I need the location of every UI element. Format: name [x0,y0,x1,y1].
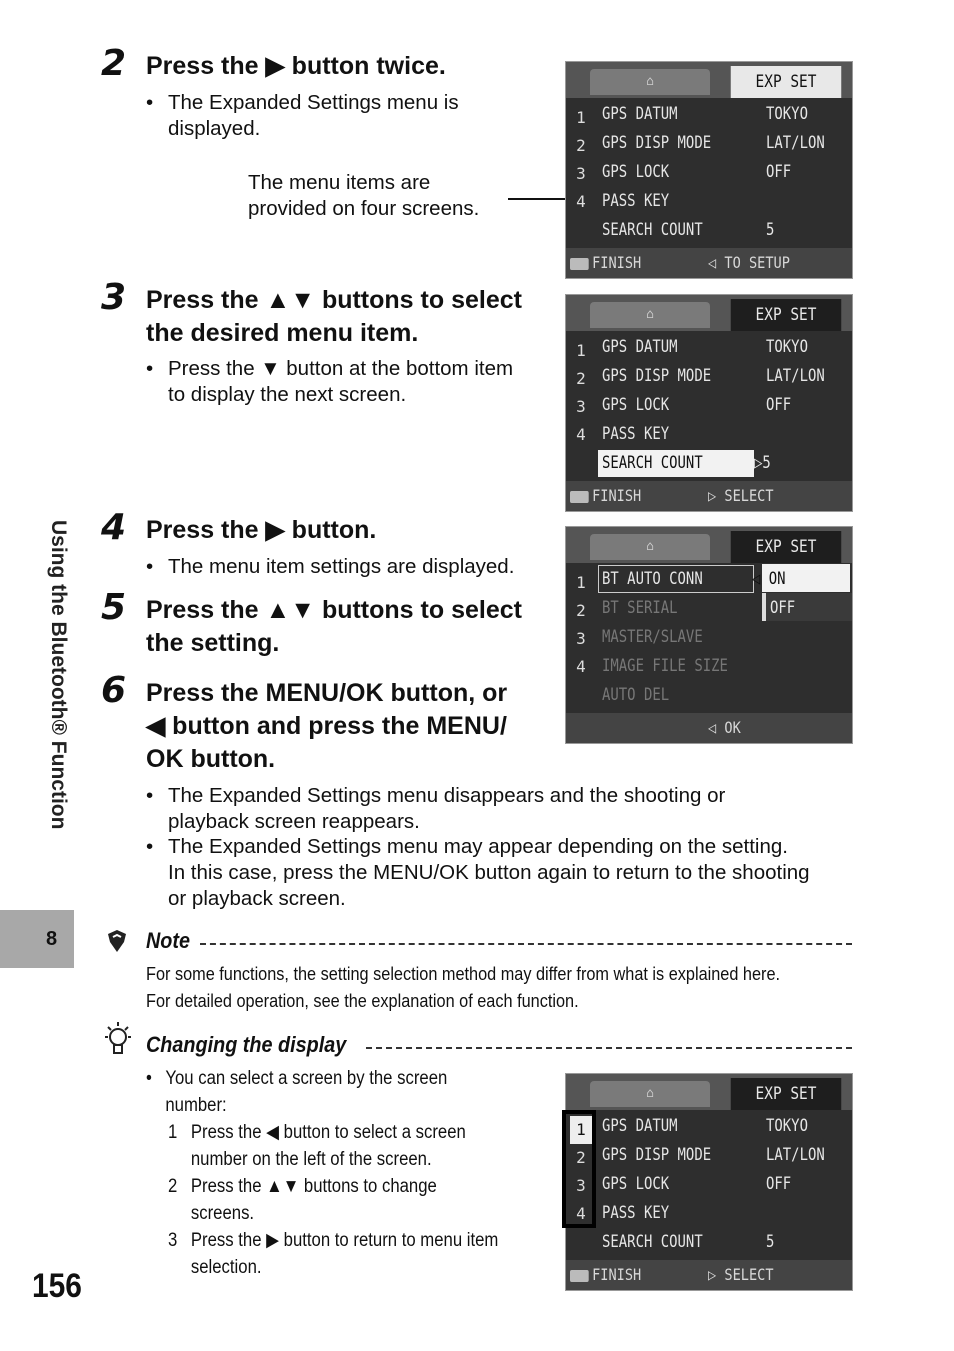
tip-step-line: Press the ▶ button to return to menu item [190,1230,499,1251]
step-heading [146,284,522,350]
footer-left: FINISH [592,486,642,505]
note-rule [200,943,852,945]
camera-screen-2 [565,294,853,512]
menu-icon [570,491,589,503]
menu-item-label: MASTER/SLAVE [602,627,703,647]
tip-step-number: 1 [168,1122,178,1143]
tip-title: Changing the display [146,1032,347,1057]
camera-screen-3 [565,526,853,744]
menu-item-value: TOKYO [766,337,808,357]
tab-exp-set: EXP SET [731,66,842,98]
screen-footer [566,248,852,278]
heading-line: OK button. [146,745,276,773]
tip-step-line: Press the ◀ button to select a screen [190,1122,466,1143]
step-number: 6 [101,670,127,711]
heading-line: the desired menu item. [146,319,419,347]
footer-right: ▷ SELECT [708,486,774,505]
note-title: Note [146,928,191,953]
menu-item-label: GPS DATUM [602,104,678,124]
note-line: For detailed operation, see the explanation of each function. [146,990,579,1011]
camera-screen-4 [565,1073,853,1291]
menu-item-value: LAT/LON [766,133,825,153]
menu-item-label: BT SERIAL [602,598,678,618]
step-bullet [146,356,568,408]
step-bullet: • The menu item settings are displayed. [146,554,578,580]
heading-line: ◀ button and press the MENU/ [146,712,507,740]
footer-left: FINISH [592,253,642,272]
screen-footer [566,1260,852,1290]
callout-line: provided on four screens. [248,197,480,220]
footer-right: ◁ OK [708,718,741,737]
tab-exp-set: EXP SET [731,1078,842,1110]
chapter-number: 8 [46,928,58,950]
tip-step-line: Press the ▲▼ buttons to change [190,1176,437,1197]
screen-number: 2 [576,369,586,388]
menu-item-value: 5 [766,220,775,240]
screen-number: 3 [576,629,586,648]
menu-item-label: GPS DISP MODE [602,1145,712,1165]
footer-right: ◁ TO SETUP [708,253,790,272]
tip-step [168,1173,437,1227]
tip-step-number: 2 [168,1176,178,1197]
screen-number: 1 [576,108,586,127]
callout-line: The menu items are [248,171,431,194]
screen-footer [566,713,852,743]
menu-item-label: GPS LOCK [602,162,670,182]
step-number: 2 [101,43,127,84]
step-heading: Press the ▶ button twice. [146,52,446,80]
tab-setup: ⌂ [590,302,710,328]
callout-text [248,170,479,222]
bullet-line: In this case, press the MENU/OK button again to return to the shooting [168,861,810,884]
note-icon [104,928,130,954]
step-heading: Press the ▶ button. [146,516,377,544]
step-heading [146,677,507,776]
tip-step [168,1227,498,1281]
bullet-line: • Press the ▼ button at the bottom item [168,357,514,380]
footer-right: ▷ SELECT [708,1265,774,1284]
screen-number: 2 [576,601,586,620]
screen-number: 1 [570,1116,592,1144]
heading-line: the setting. [146,629,280,657]
menu-item-value: LAT/LON [766,366,825,386]
screen-number: 3 [576,1176,586,1195]
bullet-line: playback screen reappears. [168,810,420,833]
tip-rule [366,1047,852,1049]
menu-item-value: TOKYO [766,1116,808,1136]
step-bullet [146,834,888,912]
bullet-line: to display the next screen. [168,383,407,406]
tip-step [168,1119,466,1173]
menu-item-label: IMAGE FILE SIZE [602,656,728,676]
screen-number: 2 [576,136,586,155]
menu-item-value: OFF [766,395,792,415]
lightbulb-icon [104,1020,132,1060]
tab-exp-set: EXP SET [731,299,842,331]
step-number: 4 [101,507,127,548]
screen-number-highlight-frame [562,1110,596,1228]
screen-number: 3 [576,397,586,416]
menu-item-label: GPS DISP MODE [602,133,712,153]
screen-number: 1 [576,341,586,360]
menu-item-label: SEARCH COUNT [602,453,703,473]
menu-item-label: AUTO DEL [602,685,670,705]
note-line: For some functions, the setting selection method may differ from what is explained here. [146,963,781,984]
option-value: ◁ ON [752,569,786,589]
menu-item-label: PASS KEY [602,424,670,444]
step-number: 3 [101,277,127,318]
chapter-tab [0,910,74,968]
section-name: Using the Bluetooth® Function [47,520,70,830]
note-body [146,960,850,1014]
menu-item-label: SEARCH COUNT [602,220,703,240]
screen-number: 4 [576,1204,586,1223]
bullet-line: number: [165,1095,227,1116]
menu-item-label: GPS DISP MODE [602,366,712,386]
menu-item-label: BT AUTO CONN [602,569,703,589]
tip-step-line: selection. [190,1257,262,1278]
menu-icon [570,1270,589,1282]
menu-icon [570,258,589,270]
menu-item-value: ▷5 [754,453,771,473]
screen-footer [566,481,852,511]
menu-item-label: PASS KEY [602,191,670,211]
tab-setup: ⌂ [590,1081,710,1107]
menu-item-label: SEARCH COUNT [602,1232,703,1252]
footer-left: FINISH [592,1265,642,1284]
menu-item-value: 5 [766,1232,775,1252]
camera-screen-1 [565,61,853,279]
menu-item-value: OFF [766,1174,792,1194]
bullet-line: • The Expanded Settings menu may appear depending on the setting. [168,835,788,858]
tab-exp-set: EXP SET [731,531,842,563]
tip-step-line: number on the left of the screen. [190,1149,432,1170]
heading-line: Press the MENU/OK button, or [146,679,508,707]
screen-number: 4 [576,425,586,444]
heading-line: Press the ▲▼ buttons to select [146,596,522,624]
tip-step-line: screens. [190,1203,255,1224]
tab-setup: ⌂ [590,69,710,95]
tab-setup: ⌂ [590,534,710,560]
bullet-line: You can select a screen by the screen [165,1068,448,1089]
bullet-line: or playback screen. [168,887,346,910]
screen-number: 4 [576,192,586,211]
step-number: 5 [101,587,127,628]
page-number: 156 [32,1267,82,1305]
screen-number: 1 [576,573,586,592]
menu-item-value: OFF [766,162,792,182]
menu-item-label: GPS DATUM [602,337,678,357]
tip-bullet: • You can select a screen by the screen number: [146,1065,447,1119]
screen-number: 2 [576,1148,586,1167]
menu-item-value: LAT/LON [766,1145,825,1165]
screen-number: 4 [576,657,586,676]
menu-item-label: GPS DATUM [602,1116,678,1136]
menu-item-label: GPS LOCK [602,395,670,415]
menu-item-value: TOKYO [766,104,808,124]
menu-item-label: GPS LOCK [602,1174,670,1194]
step-heading [146,594,522,660]
step-bullet: • The Expanded Settings menu is displayed. [146,90,528,142]
screen-number: 3 [576,164,586,183]
tip-step-number: 3 [168,1230,178,1251]
step-bullet [146,783,888,835]
menu-item-label: PASS KEY [602,1203,670,1223]
bullet-line: • The Expanded Settings menu disappears and the shooting or [168,784,726,807]
section-side-label [44,520,72,900]
heading-line: Press the ▲▼ buttons to select [146,286,522,314]
option-value: OFF [770,598,796,618]
